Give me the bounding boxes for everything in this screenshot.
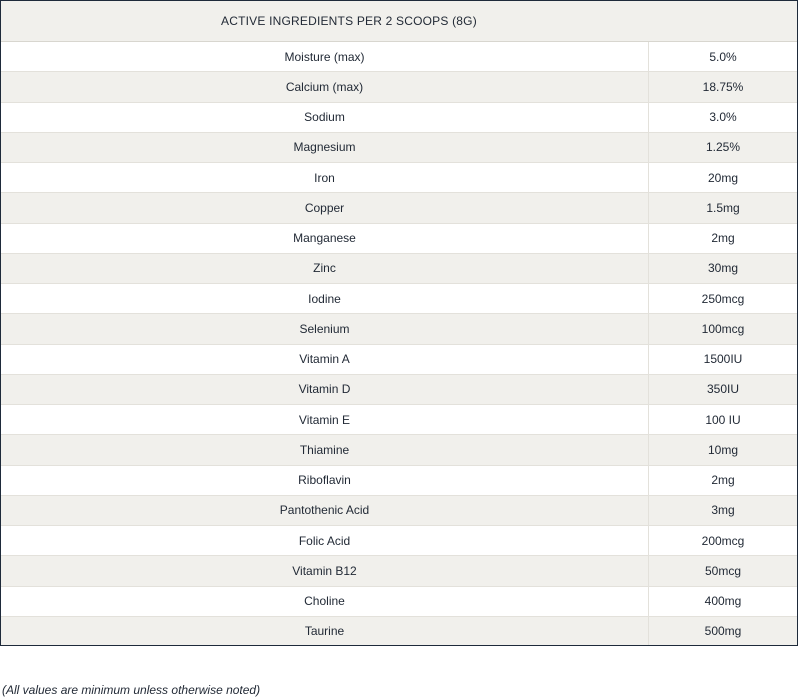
ingredient-value: 20mg <box>707 170 739 185</box>
ingredient-name: Selenium <box>1 314 649 343</box>
ingredient-value: 350IU <box>706 382 740 397</box>
ingredient-name: Choline <box>1 587 649 616</box>
ingredient-name: Magnesium <box>1 133 649 162</box>
table-header <box>1 1 797 42</box>
ingredient-name: Copper <box>1 193 649 222</box>
table-row <box>1 526 797 556</box>
footnote: (All values are minimum unless otherwise noted) <box>2 683 261 697</box>
table-row <box>1 42 797 72</box>
ingredient-name: Taurine <box>1 617 649 646</box>
ingredient-name: Sodium <box>1 103 649 132</box>
ingredient-name: Iron <box>1 163 649 192</box>
table-row <box>1 617 797 646</box>
table-row <box>1 556 797 586</box>
table-row <box>1 345 797 375</box>
ingredient-name: Folic Acid <box>1 526 649 555</box>
ingredient-name: Vitamin D <box>1 375 649 404</box>
table-row <box>1 254 797 284</box>
table-row <box>1 405 797 435</box>
ingredient-value: 50mcg <box>704 563 742 578</box>
ingredient-value: 100mcg <box>701 321 745 336</box>
ingredient-value: 1500IU <box>703 352 743 367</box>
ingredient-value: 2mg <box>711 473 735 488</box>
table-row <box>1 103 797 133</box>
ingredient-name: Thiamine <box>1 435 649 464</box>
table-row <box>1 314 797 344</box>
table-row <box>1 375 797 405</box>
ingredient-name: Vitamin E <box>1 405 649 434</box>
ingredient-name: Moisture (max) <box>1 42 649 71</box>
ingredient-name: Riboflavin <box>1 466 649 495</box>
ingredient-value: 2mg <box>711 231 735 246</box>
table-header-label: ACTIVE INGREDIENTS PER 2 SCOOPS (8G) <box>221 14 477 28</box>
ingredient-name: Iodine <box>1 284 649 313</box>
ingredient-name: Zinc <box>1 254 649 283</box>
ingredient-value: 200mcg <box>701 533 745 548</box>
table-row <box>1 224 797 254</box>
ingredient-value: 10mg <box>707 442 739 457</box>
table-body <box>1 42 797 646</box>
table-row <box>1 496 797 526</box>
ingredient-value: 100 IU <box>705 412 741 427</box>
ingredient-value: 1.5mg <box>706 200 740 215</box>
ingredient-name: Manganese <box>1 224 649 253</box>
table-row <box>1 163 797 193</box>
table-row <box>1 587 797 617</box>
ingredient-value: 250mcg <box>701 291 745 306</box>
table-row <box>1 72 797 102</box>
ingredient-value: 5.0% <box>709 49 737 64</box>
ingredient-name: Calcium (max) <box>1 72 649 101</box>
ingredient-name: Vitamin B12 <box>1 556 649 585</box>
ingredient-value: 3mg <box>711 503 735 518</box>
ingredient-name: Pantothenic Acid <box>1 496 649 525</box>
table-row <box>1 284 797 314</box>
table-row <box>1 466 797 496</box>
table-row <box>1 133 797 163</box>
table-row <box>1 435 797 465</box>
ingredient-value: 3.0% <box>709 110 737 125</box>
ingredient-name: Vitamin A <box>1 345 649 374</box>
ingredient-value: 500mg <box>704 624 742 639</box>
ingredient-value: 1.25% <box>705 140 741 155</box>
ingredient-value: 18.75% <box>702 79 744 94</box>
ingredient-value: 400mg <box>704 594 742 609</box>
ingredient-value: 30mg <box>707 261 739 276</box>
table-row <box>1 193 797 223</box>
